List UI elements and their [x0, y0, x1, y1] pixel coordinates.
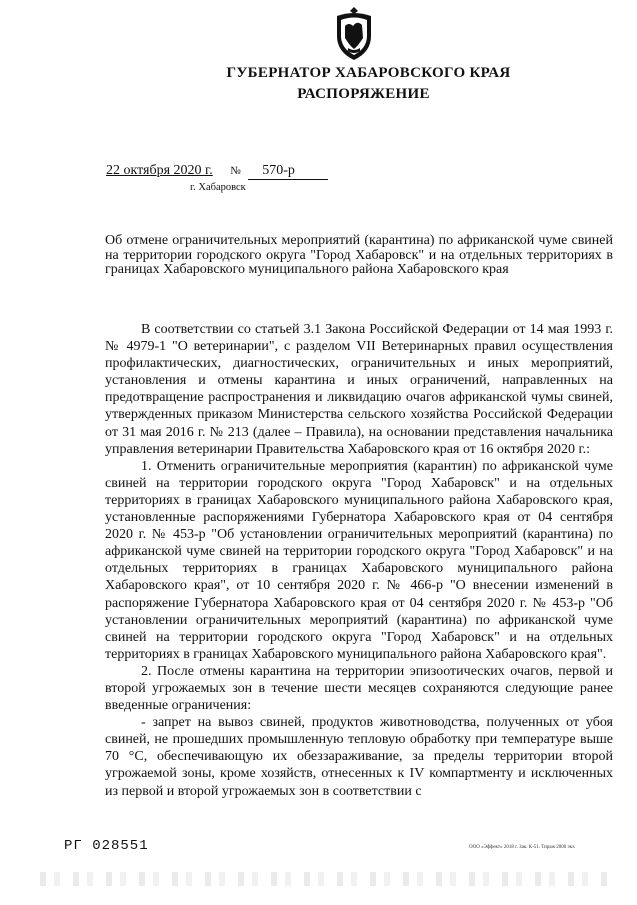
form-serial-number: РГ 028551: [64, 838, 149, 854]
coat-of-arms-icon: [331, 6, 377, 62]
document-date: 22 октября 2020 г.: [106, 163, 213, 178]
document-body: [105, 321, 613, 800]
item-1-paragraph: 1. Отменить ограничительные мероприятия (карантин) по африканской чуме свиней на территории городского округа "Город Хабаровск" и на отдельных территориях в границах Хабаровского муниципального района Хабаровского края, установленные распоряжениями Губернатора Хабаровского края от 04 сентября 2020 г. № 453-р "Об установлении ограничительных мероприятий (карантина) по африканской чуме свиней на территории городского округа "Город Хабаровск" и на отдельных территориях в границах Хабаровского муниципального района Хабаровского края", от 10 сентября 2020 г. № 466-р "О внесении изменений в распоряжение Губернатора Хабаровского края от 04 сентября 2020 г. № 453-р "Об установлении ограничительных мероприятий (карантина) по африканской чуме свиней на территории городского округа "Город Хабаровск" и на отдельных территориях в границах Хабаровского муниципального района Хабаровского края".: [105, 458, 613, 662]
item-2-subitem-paragraph: - запрет на вывоз свиней, продуктов животноводства, полученных от убоя свиней, не прошедших промышленную тепловую обработку при температуре выше 70 °С, обеспечивающую их обеззараживание, за пределы территории второй угрожаемой зоны, кроме хозяйств, отнесенных к IV компартменту и исключенных из первой и второй угрожаемых зон в соответствии с: [105, 715, 613, 799]
document-type: РАСПОРЯЖЕНИЕ: [297, 86, 430, 102]
preamble-paragraph: В соответствии со статьей 3.1 Закона Российской Федерации от 14 мая 1993 г. № 4979-1 "О ветеринарии", с разделом VII Ветеринарных правил осуществления профилактических, диагностических, ограничительных и иных мероприятий, установления и отмены карантина и иных ограничений, направленных на предотвращение распространения и ликвидацию очагов африканской чумы свиней, утвержденных приказом Министерства сельского хозяйства Российской Федерации от 31 мая 2016 г. № 213 (далее – Правила), на основании представления начальника управления ветеринарии Правительства Хабаровского края от 16 октября 2020 г.:: [105, 322, 613, 457]
date-number-line: [106, 163, 328, 180]
document-number: 570-р: [248, 163, 328, 180]
number-sign: №: [230, 165, 241, 177]
authority-title: ГУБЕРНАТОР ХАБАРОВСКОГО КРАЯ: [226, 65, 511, 81]
document-city: г. Хабаровск: [190, 182, 246, 193]
item-2-paragraph: 2. После отмены карантина на территории эпизоотических очагов, первой и второй угрожаемых зон в течение шести месяцев сохраняются следующие ранее введенные ограничения:: [105, 663, 613, 714]
printer-imprint: ООО «Эффект» 2018 г. Зак. К-51. Тираж 2000 экз.: [469, 845, 576, 850]
scan-artifact: [40, 872, 610, 886]
document-subject: Об отмене ограничительных мероприятий (карантина) по африканской чуме свиней на территории городского округа "Город Хабаровск" и на отдельных территориях в границах Хабаровского муниципального района Хабаровского края: [105, 233, 613, 277]
